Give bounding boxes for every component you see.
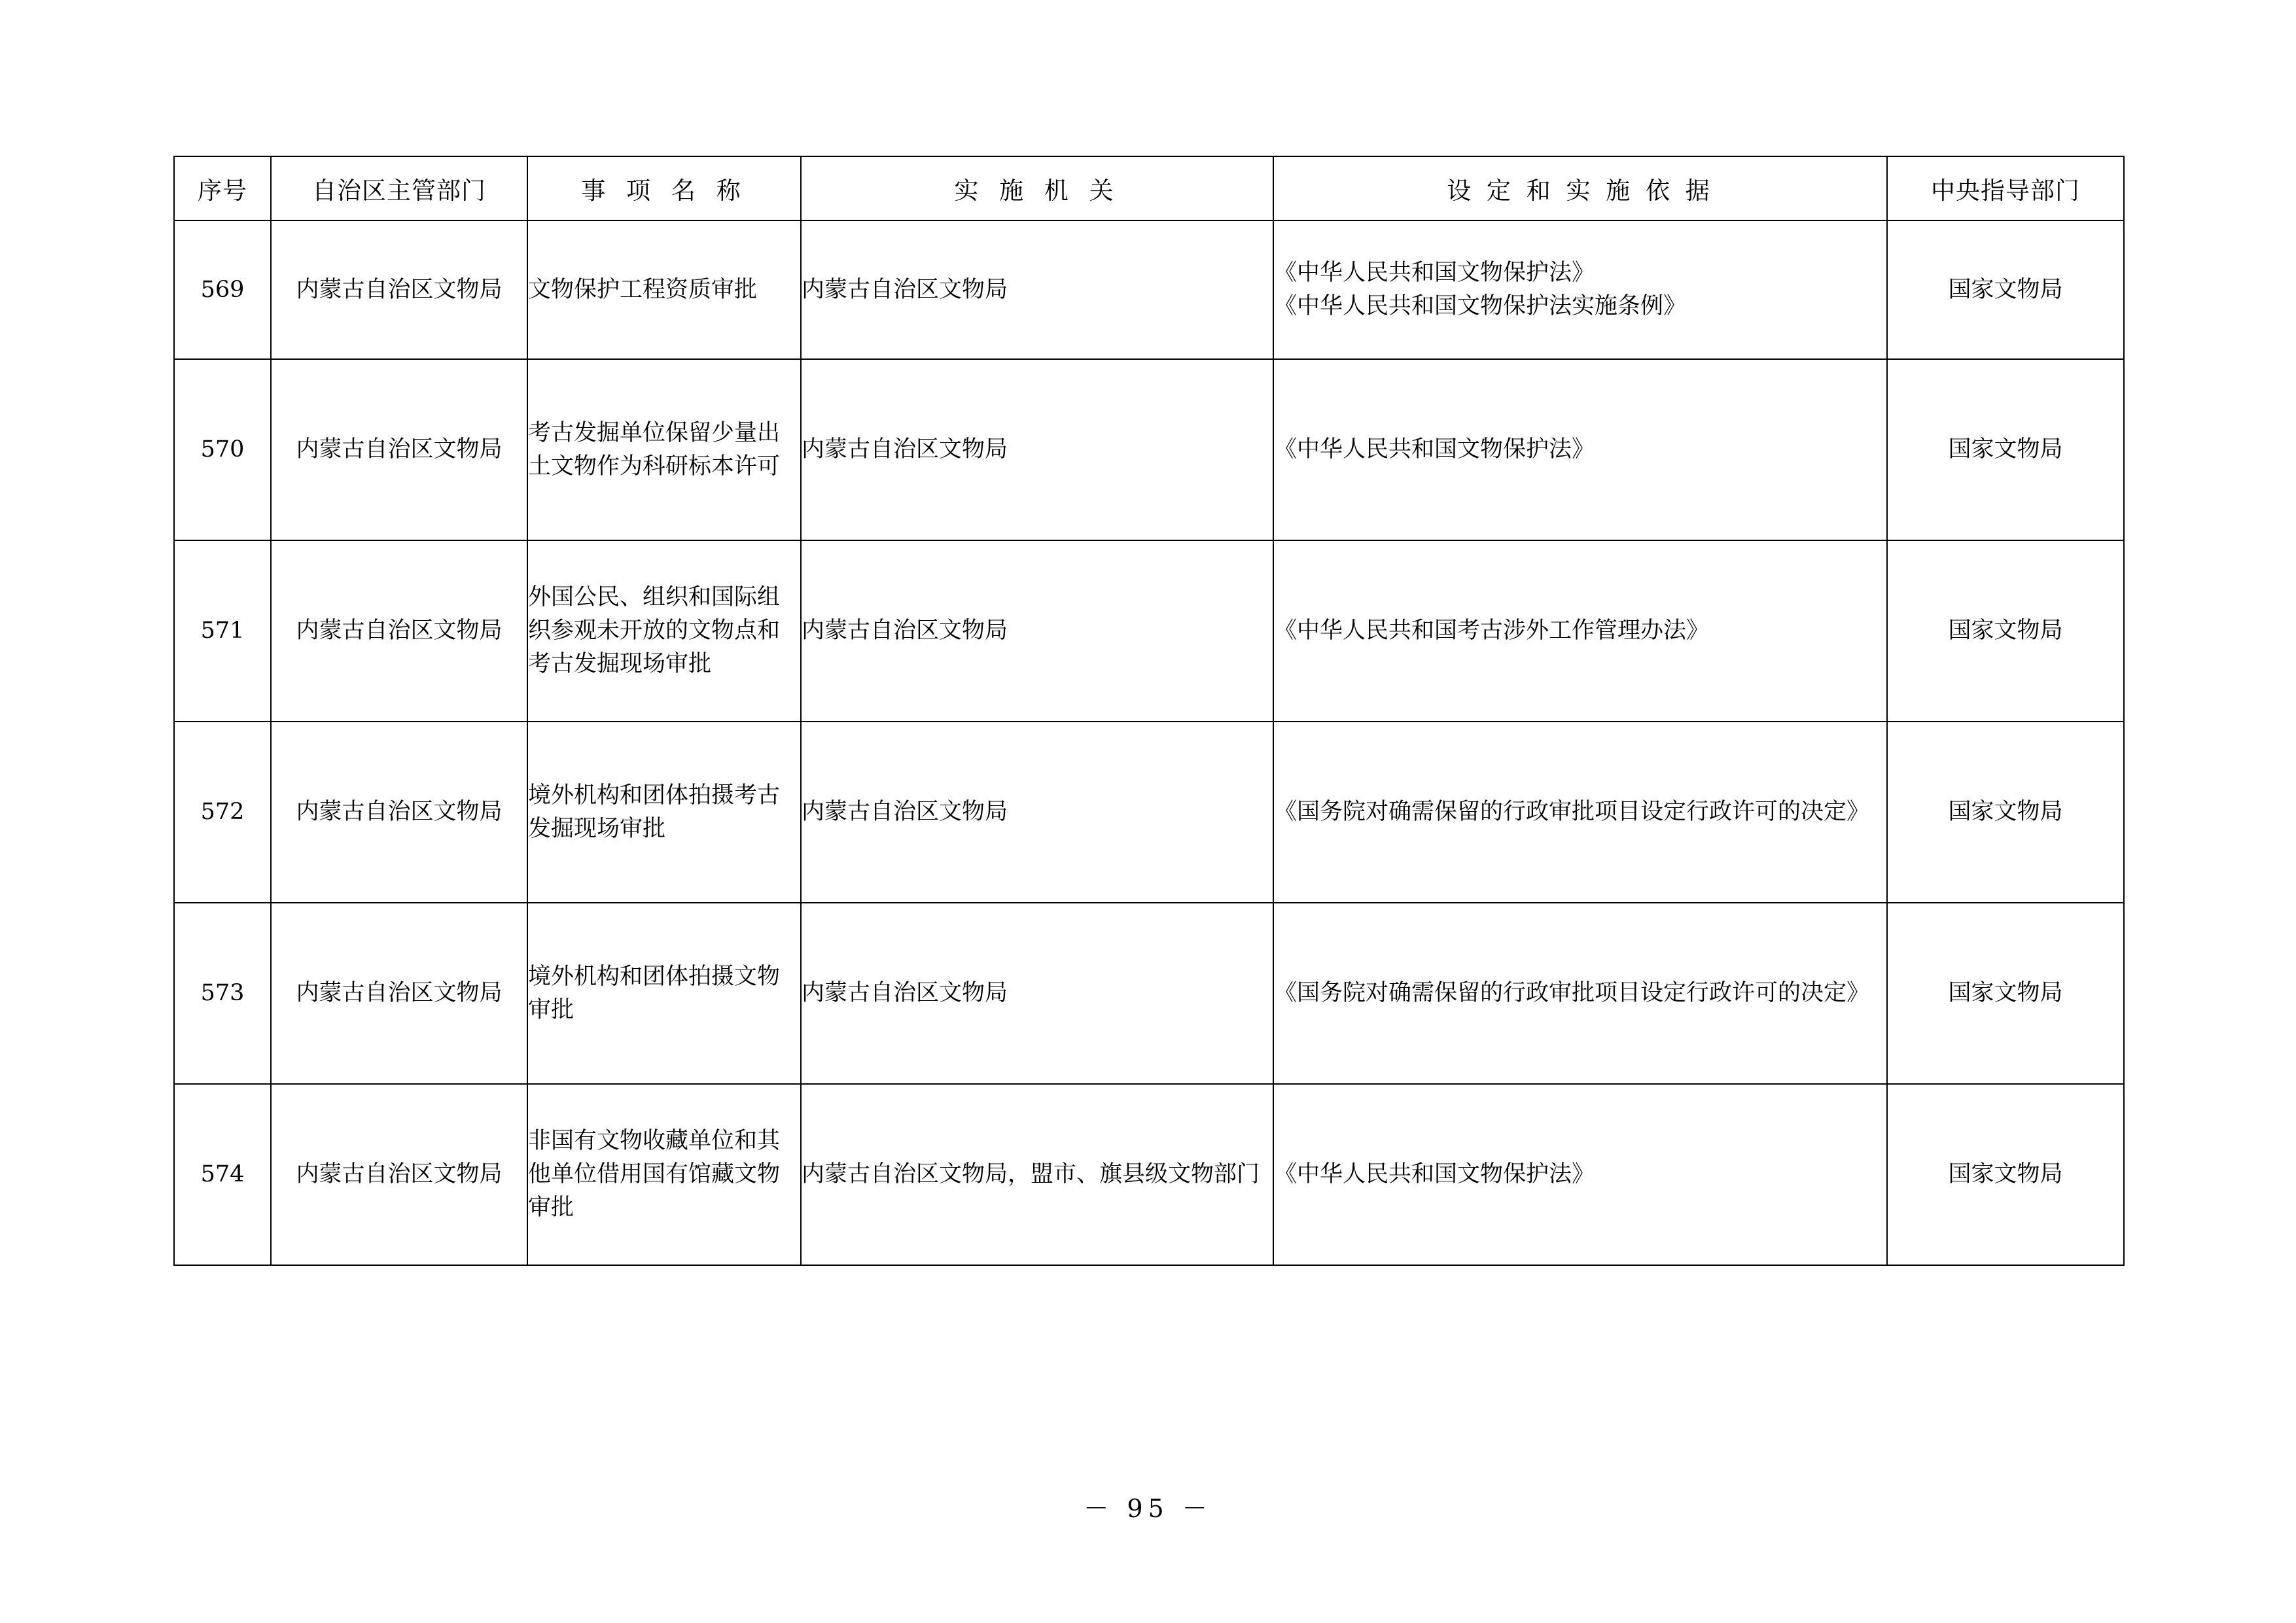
cell-central: 国家文物局 [1887, 220, 2124, 359]
administrative-items-table [173, 156, 2125, 1266]
cell-central: 国家文物局 [1887, 540, 2124, 722]
cell-central: 国家文物局 [1887, 903, 2124, 1084]
basis-line: 《中华人民共和国考古涉外工作管理办法》 [1274, 618, 1710, 644]
cell-seq: 573 [174, 903, 271, 1084]
table-row [174, 220, 2124, 359]
basis-line: 《中华人民共和国文物保护法》 [1274, 436, 1595, 463]
cell-dept: 内蒙古自治区文物局 [271, 1084, 527, 1265]
cell-basis [1273, 903, 1887, 1084]
cell-org: 内蒙古自治区文物局 [801, 359, 1273, 540]
cell-org: 内蒙古自治区文物局 [801, 722, 1273, 903]
basis-line: 《国务院对确需保留的行政审批项目设定行政许可的决定》 [1274, 980, 1870, 1007]
cell-item: 文物保护工程资质审批 [527, 220, 801, 359]
cell-item: 境外机构和团体拍摄文物审批 [527, 903, 801, 1084]
table-header-row [174, 156, 2124, 220]
cell-dept: 内蒙古自治区文物局 [271, 359, 527, 540]
cell-item: 考古发掘单位保留少量出土文物作为科研标本许可 [527, 359, 801, 540]
cell-org: 内蒙古自治区文物局 [801, 220, 1273, 359]
cell-central: 国家文物局 [1887, 1084, 2124, 1265]
cell-basis [1273, 540, 1887, 722]
cell-basis [1273, 220, 1887, 359]
cell-dept: 内蒙古自治区文物局 [271, 722, 527, 903]
cell-central: 国家文物局 [1887, 722, 2124, 903]
column-header-org: 实 施 机 关 [801, 156, 1273, 220]
cell-dept: 内蒙古自治区文物局 [271, 220, 527, 359]
cell-basis [1273, 722, 1887, 903]
basis-line: 《中华人民共和国文物保护法》 [1274, 1161, 1595, 1188]
cell-seq: 570 [174, 359, 271, 540]
table-row [174, 1084, 2124, 1265]
cell-central: 国家文物局 [1887, 359, 2124, 540]
cell-org: 内蒙古自治区文物局，盟市、旗县级文物部门 [801, 1084, 1273, 1265]
cell-basis [1273, 359, 1887, 540]
cell-org: 内蒙古自治区文物局 [801, 903, 1273, 1084]
column-header-item: 事 项 名 称 [527, 156, 801, 220]
basis-line: 《中华人民共和国文物保护法》 [1274, 260, 1595, 287]
cell-seq: 571 [174, 540, 271, 722]
column-header-dept: 自治区主管部门 [271, 156, 527, 220]
cell-dept: 内蒙古自治区文物局 [271, 540, 527, 722]
table-row [174, 903, 2124, 1084]
cell-dept: 内蒙古自治区文物局 [271, 903, 527, 1084]
table-row [174, 722, 2124, 903]
table-row [174, 359, 2124, 540]
cell-basis [1273, 1084, 1887, 1265]
basis-line: 《中华人民共和国文物保护法实施条例》 [1274, 293, 1687, 319]
basis-line: 《国务院对确需保留的行政审批项目设定行政许可的决定》 [1274, 799, 1870, 826]
column-header-seq: 序号 [174, 156, 271, 220]
cell-seq: 574 [174, 1084, 271, 1265]
cell-item: 境外机构和团体拍摄考古发掘现场审批 [527, 722, 801, 903]
cell-org: 内蒙古自治区文物局 [801, 540, 1273, 722]
administrative-items-table-wrapper [173, 156, 2123, 1266]
page-number: － 95 － [1084, 1494, 1212, 1523]
cell-seq: 572 [174, 722, 271, 903]
column-header-basis: 设 定 和 实 施 依 据 [1273, 156, 1887, 220]
table-row [174, 540, 2124, 722]
cell-item: 外国公民、组织和国际组织参观未开放的文物点和考古发掘现场审批 [527, 540, 801, 722]
column-header-central: 中央指导部门 [1887, 156, 2124, 220]
cell-item: 非国有文物收藏单位和其他单位借用国有馆藏文物审批 [527, 1084, 801, 1265]
cell-seq: 569 [174, 220, 271, 359]
